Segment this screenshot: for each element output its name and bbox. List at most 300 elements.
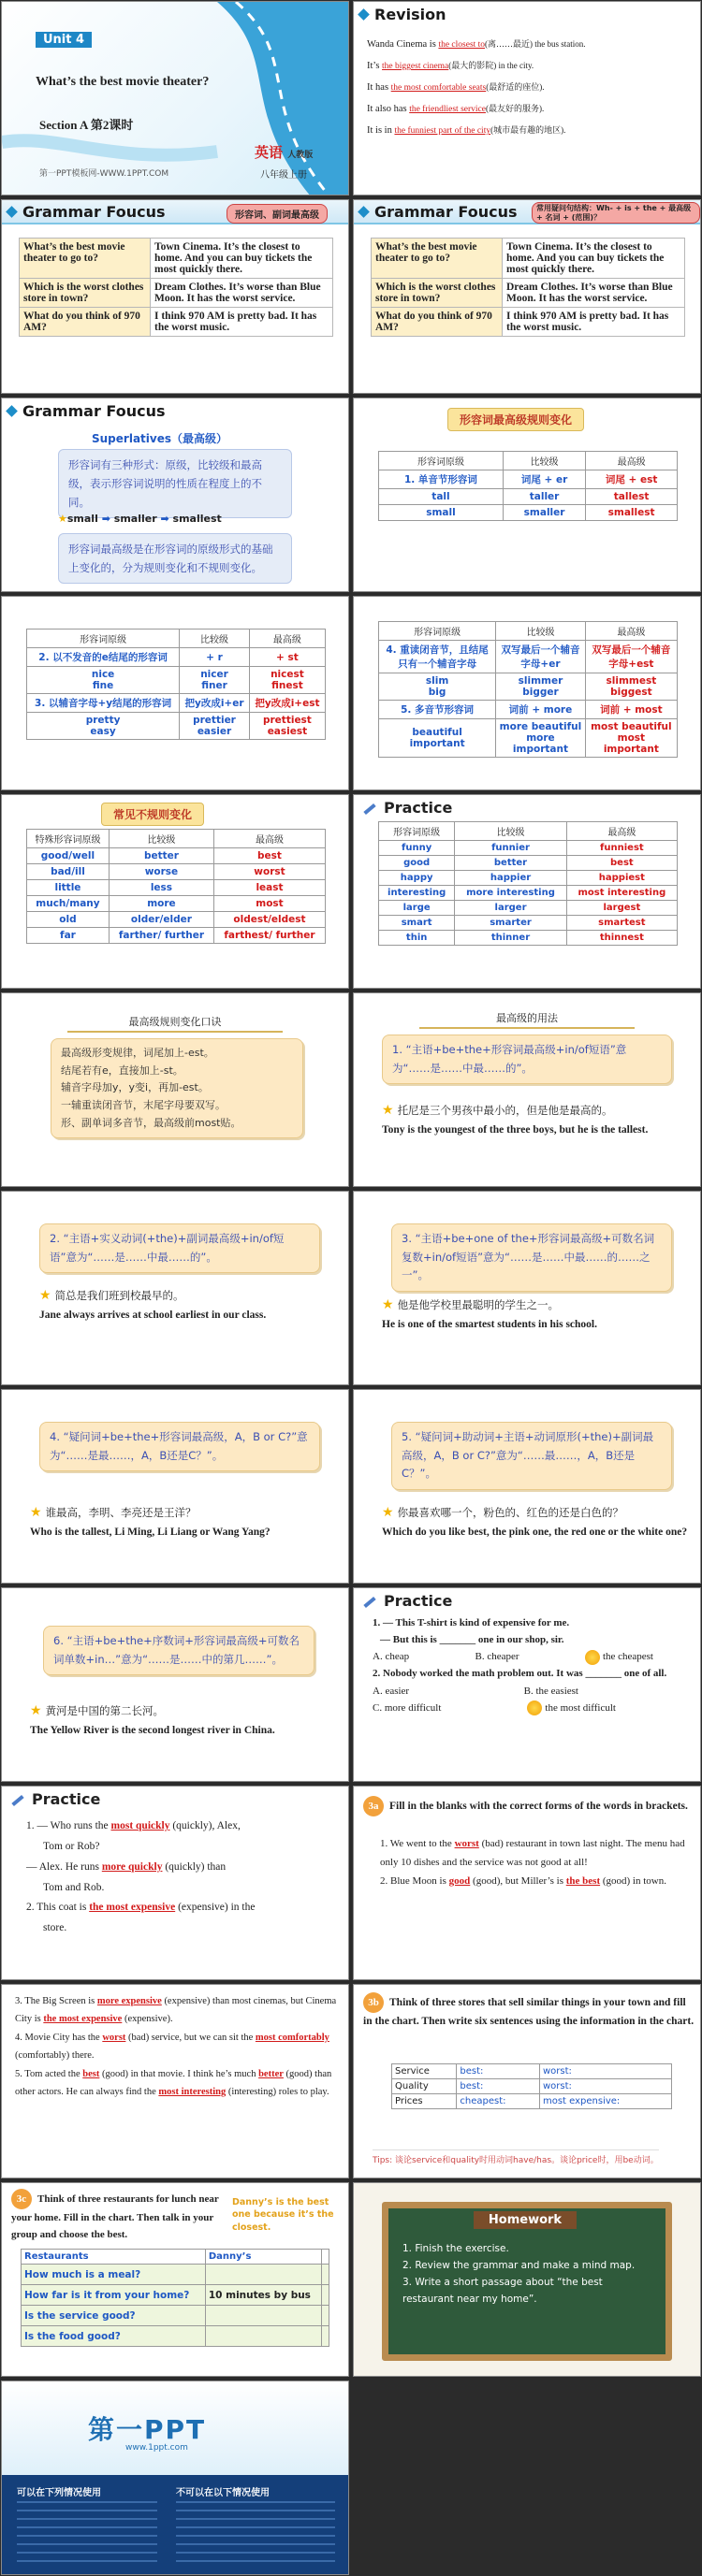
table-row <box>379 489 678 505</box>
option-d[interactable]: the most difficult <box>527 1700 616 1716</box>
table-row <box>22 2265 329 2285</box>
star-icon: ★ <box>39 1289 51 1303</box>
table-cell: funnier <box>455 841 566 856</box>
table-cell: much/many <box>27 896 110 912</box>
homework-item: 3. Write a short passage about “the best restaurant near my home”. <box>402 2276 603 2305</box>
diamond-icon <box>6 405 18 417</box>
practice-title: Practice <box>363 799 452 817</box>
answer-cell: Dream Clothes. It’s worse than Blue Moon. It has the worst service. <box>151 279 333 308</box>
table-cell: old <box>27 912 110 928</box>
ex3c-instruction: 3c Think of three restaurants for lunch near your home. Fill in the chart. Then talk in your group and choose the best. <box>11 2189 236 2243</box>
practice-lines <box>26 1816 344 1939</box>
practice-questions <box>373 1614 691 1716</box>
table-row <box>22 2285 329 2306</box>
revision-answer[interactable]: the closest to <box>438 40 486 50</box>
question-2-options-2 <box>373 1700 616 1716</box>
table-cell: far <box>27 928 110 944</box>
degree-chain: ★small ➡ smaller ➡ smallest <box>58 513 222 525</box>
table-cell: large <box>379 901 455 916</box>
rules-title: 形容词最高级规则变化 <box>447 408 584 431</box>
table-cell: Service <box>392 2064 457 2079</box>
table-header-row <box>27 830 326 848</box>
irregular-title: 常见不规则变化 <box>101 803 204 826</box>
question-cell: What do you think of 970 AM? <box>20 308 151 337</box>
star-icon: ★ <box>382 1506 394 1520</box>
revision-title: Revision <box>374 5 446 23</box>
table-cell[interactable] <box>322 2326 329 2347</box>
column-header: 比较级 <box>496 622 586 641</box>
revision-answer[interactable]: the funniest part of the city <box>394 126 491 137</box>
table-cell: small <box>379 505 504 521</box>
answer-cell: I think 970 AM is pretty bad. It has the worst music. <box>503 308 685 337</box>
table-cell: smartest <box>566 916 677 931</box>
change-note: 形容词最高级是在形容词的原级形式的基础上变化的，分为规则变化和不规则变化。 <box>58 533 292 584</box>
question-1-line2: — But this is _______ one in our shop, sir. <box>380 1634 564 1646</box>
answer[interactable]: worst <box>454 1838 479 1849</box>
table-cell[interactable] <box>205 2326 322 2347</box>
revision-answer[interactable]: the most comfortable seats <box>390 83 487 94</box>
usage-example <box>30 1502 339 1541</box>
diamond-icon <box>6 206 18 218</box>
footer-info <box>2 2475 349 2575</box>
usage-rule: 3. “主语+be+one of the+形容词最高级+可数名词复数+in/of短语”意为“……是……中最……的……之一”。 <box>391 1223 672 1292</box>
slide-usage-3[interactable] <box>353 1191 701 1385</box>
practice-line <box>26 1858 344 1878</box>
grammar-title: Grammar Foucus <box>374 202 518 221</box>
table-cell[interactable]: cheapest: <box>457 2094 540 2109</box>
column-header: 最高级 <box>249 630 325 648</box>
usage-example <box>382 1502 691 1541</box>
table-cell[interactable] <box>322 2285 329 2306</box>
question-cell: What’s the best movie theater to go to? <box>372 239 503 279</box>
line-text: 2. This coat is <box>26 1902 90 1914</box>
grammar-table <box>19 238 333 337</box>
answer[interactable]: the most expensive <box>43 2014 123 2025</box>
sun-icon <box>585 1650 600 1665</box>
usage-title: 最高级的用法 <box>419 1010 635 1029</box>
example-cn: 他是他学校里最聪明的学生之一。 <box>397 1300 560 1311</box>
table-cell[interactable]: best: <box>457 2079 540 2094</box>
table-cell: taller <box>503 489 585 505</box>
rules-table <box>378 451 678 521</box>
practice-line <box>26 1918 344 1939</box>
example-en: Tony is the youngest of the three boys, but he is the tallest. <box>382 1124 649 1136</box>
line-text: (quickly) than <box>162 1860 227 1873</box>
table-cell: 把y改成i+er <box>180 694 250 713</box>
homework-item: 1. Finish the exercise. <box>402 2243 509 2254</box>
line-text: — Alex. He runs <box>26 1860 102 1873</box>
ex3a-items-2: 3. The Big Screen is more expensive (expensive) than most cinemas, but Cinema City is the most expensive (expensive). 4. Movie City has the worst (bad) service, but we can sit the most comfortably (comfortably) there. 5. Tom acted the best (good) in that movie. I think he’s much better (good) than other actors. He can always find the most interesting (interesting) roles to play. <box>15 1996 337 2098</box>
table-row <box>379 916 678 931</box>
table-cell[interactable]: best: <box>457 2064 540 2079</box>
table-row <box>27 880 326 896</box>
rules-table <box>378 621 678 758</box>
answer[interactable]: most quickly <box>110 1820 170 1831</box>
footer-left-list <box>17 2501 157 2567</box>
table-cell[interactable] <box>322 2306 329 2326</box>
table-row <box>20 239 333 279</box>
usage-example <box>30 1700 339 1740</box>
answer-cell: Dream Clothes. It’s worse than Blue Moon. It has the worst service. <box>503 279 685 308</box>
answer-cell: I think 970 AM is pretty bad. It has the worst music. <box>151 308 333 337</box>
table-cell: least <box>213 880 325 896</box>
table-cell: more beautiful more important <box>496 719 586 758</box>
revision-lines <box>367 34 695 141</box>
table-header-row <box>379 452 678 470</box>
table-row <box>379 470 678 489</box>
table-cell: best <box>566 856 677 871</box>
option-a[interactable]: A. cheap <box>373 1651 410 1663</box>
table-row <box>27 667 326 694</box>
table-cell: best <box>213 848 325 864</box>
table-cell: Prices <box>392 2094 457 2109</box>
column-header: 最高级 <box>566 822 677 841</box>
slide-3c[interactable] <box>1 2182 349 2377</box>
table-cell: most interesting <box>566 886 677 901</box>
mnemonic-line: 辅音字母加y，y变i，再加-est。 <box>61 1081 209 1094</box>
table-cell[interactable] <box>322 2265 329 2285</box>
arrow-icon: ➡ <box>101 513 110 525</box>
table-cell: + r <box>180 648 250 667</box>
footer-logo: 第一PPT <box>88 2414 207 2445</box>
usage-rule: 5. “疑问词+助动词+主语+动词原形(+the)+副词最高级，A，B or C?”意为“……最……，A，B还是C？”。 <box>391 1422 672 1490</box>
ex3a-instruction: 3a Fill in the blanks with the correct forms of the words in brackets. <box>363 1796 691 1816</box>
table-row <box>379 701 678 719</box>
footer-right-title: 不可以在以下情况使用 <box>176 2488 270 2498</box>
usage-rule: 4. “疑问词+be+the+形容词最高级，A，B or C?”意为“……是最……，A，B还是C？”。 <box>39 1422 320 1471</box>
badge-icon: 3c <box>11 2189 32 2209</box>
cover-section: Section A 第2课时 <box>39 118 134 132</box>
table-cell: little <box>27 880 110 896</box>
column-header: 形容词原级 <box>27 630 180 648</box>
table-cell: nice fine <box>27 667 180 694</box>
table-cell: How far is it from your home? <box>22 2285 206 2306</box>
slide-grammar-2[interactable] <box>353 199 701 394</box>
table-row <box>27 648 326 667</box>
arrow-icon: ➡ <box>160 513 169 525</box>
badge-icon: 3a <box>363 1796 384 1816</box>
mnemonic-line: 一辅重读闭音节，末尾字母要双写。 <box>61 1099 226 1112</box>
slide-usage-1[interactable] <box>353 992 701 1187</box>
table-row <box>392 2079 672 2094</box>
table-cell: prettier easier <box>180 713 250 740</box>
ex3c-table <box>21 2249 329 2347</box>
table-row <box>379 931 678 946</box>
column-header: 形容词原级 <box>379 622 496 641</box>
revision-answer[interactable]: the biggest cinema <box>382 62 449 72</box>
table-cell: good <box>379 856 455 871</box>
table-cell: nicest finest <box>249 667 325 694</box>
slide-usage-5[interactable] <box>353 1389 701 1584</box>
answer[interactable]: good <box>448 1874 471 1887</box>
revision-answer[interactable]: the friendliest service <box>409 105 486 115</box>
slide-revision[interactable] <box>353 1 701 195</box>
column-header: 最高级 <box>213 830 325 848</box>
question-2-options <box>373 1683 578 1700</box>
option-b[interactable]: B. cheaper <box>475 1651 519 1663</box>
cover-site: 第一PPT模板网-WWW.1PPT.COM <box>39 169 169 179</box>
grammar-title: Grammar Foucus <box>22 401 166 420</box>
answer-cell: Town Cinema. It’s the closest to home. And you can buy tickets the most quickly there. <box>503 239 685 279</box>
slide-usage-2[interactable] <box>1 1191 349 1385</box>
table-cell: pretty easy <box>27 713 180 740</box>
homework-title: Homework <box>474 2211 577 2229</box>
slide-superlatives[interactable] <box>1 398 349 592</box>
answer[interactable]: worst <box>102 2032 126 2043</box>
table-cell: Quality <box>392 2079 457 2094</box>
usage-example <box>382 1100 681 1139</box>
mnemonic-line: 结尾若有e，直接加上-st。 <box>61 1064 183 1077</box>
column-header: 比较级 <box>180 630 250 648</box>
revision-prefix: It’s <box>367 61 383 72</box>
table-cell[interactable]: most expensive: <box>539 2094 671 2109</box>
table-row <box>22 2326 329 2347</box>
unit-badge: Unit 4 <box>36 32 92 48</box>
example-cn: 简总是我们班到校最早的。 <box>54 1291 184 1302</box>
line-text: Tom or Rob? <box>43 1840 100 1852</box>
slide-cover[interactable] <box>1 1 349 195</box>
revision-gloss: (离……最近) the bus station. <box>485 39 586 49</box>
grammar-table <box>371 238 685 337</box>
example-en: The Yellow River is the second longest river in China. <box>30 1725 275 1737</box>
mnemonic-line: 最高级形变规律，词尾加上-est。 <box>61 1047 214 1059</box>
slide-3a-2[interactable] <box>1 1984 349 2178</box>
example-en: Which do you like best, the pink one, the red one or the white one? <box>382 1527 688 1539</box>
question-1: 1. — This T-shirt is kind of expensive for me. <box>373 1617 570 1628</box>
rules-table <box>26 629 326 740</box>
column-header: 比较级 <box>503 452 585 470</box>
grammar-header <box>2 398 348 423</box>
table-row <box>20 308 333 337</box>
slide-rules-3[interactable] <box>353 596 701 790</box>
table-row <box>20 279 333 308</box>
table-cell[interactable]: 10 minutes by bus <box>205 2285 322 2306</box>
table-cell: tall <box>379 489 504 505</box>
table-cell: tallest <box>586 489 678 505</box>
table-cell: 词前 + more <box>496 701 586 719</box>
empty-slot <box>353 2381 701 2575</box>
line-text: (quickly), Alex, <box>169 1820 241 1831</box>
revision-prefix: Wanda Cinema is <box>367 39 439 50</box>
option-a[interactable]: A. easier <box>373 1685 410 1697</box>
star-icon: ★ <box>30 1506 42 1520</box>
table-row <box>379 841 678 856</box>
slide-homework[interactable] <box>353 2182 701 2377</box>
practice-line <box>26 1816 344 1837</box>
table-cell: 双写最后一个辅音字母+er <box>496 641 586 673</box>
table-cell: oldest/eldest <box>213 912 325 928</box>
column-header: 最高级 <box>585 622 677 641</box>
table-cell[interactable]: worst: <box>539 2079 671 2094</box>
revision-prefix: It is in <box>367 125 395 137</box>
table-cell: farthest/ further <box>213 928 325 944</box>
table-cell: 双写最后一个辅音字母+est <box>585 641 677 673</box>
revision-gloss: (最大的影院) in the city. <box>448 61 534 71</box>
superlatives-subtitle: Superlatives（最高级） <box>92 432 227 445</box>
table-cell: smarter <box>455 916 566 931</box>
ex3b-instruction: 3b Think of three stores that sell similar things in your town and fill in the chart. Then write six sentences using the information in the chart. <box>363 1992 695 2031</box>
example-cn: 托尼是三个男孩中最小的，但是他是最高的。 <box>397 1106 613 1117</box>
ex3c-side-note: Danny’s is the best one because it’s the closest. <box>232 2197 334 2233</box>
table-cell: larger <box>455 901 566 916</box>
revision-header <box>354 2 700 26</box>
table-header-row <box>22 2250 329 2265</box>
line-text: (expensive) in the <box>175 1902 256 1914</box>
grammar-title: Grammar Foucus <box>22 202 166 221</box>
mnemonic-title: 最高级规则变化口诀 <box>67 1014 283 1033</box>
usage-example <box>39 1285 339 1324</box>
footer-left-title: 可以在下列情况使用 <box>17 2488 101 2498</box>
table-row <box>27 864 326 880</box>
table-cell: better <box>455 856 566 871</box>
table-cell: beautiful important <box>379 719 496 758</box>
table-cell[interactable] <box>205 2306 322 2326</box>
slide-irregular[interactable] <box>1 794 349 989</box>
revision-line <box>367 77 695 98</box>
table-row <box>27 694 326 713</box>
question-cell: Which is the worst clothes store in town? <box>372 279 503 308</box>
usage-rule: 1. “主语+be+the+形容词最高级+in/of短语”意为“……是……中最……的”。 <box>382 1035 672 1084</box>
answer[interactable]: the most expensive <box>89 1902 176 1914</box>
table-cell: interesting <box>379 886 455 901</box>
table-cell: slimmer bigger <box>496 673 586 701</box>
ex3b-table <box>391 2063 672 2109</box>
cover-subject: 英语 人教版 <box>255 144 314 161</box>
practice-table <box>378 821 678 946</box>
star-icon: ★ <box>58 513 67 525</box>
answer[interactable]: better <box>258 2068 284 2079</box>
table-cell: prettiest easiest <box>249 713 325 740</box>
table-cell[interactable]: worst: <box>539 2064 671 2079</box>
table-cell: + st <box>249 648 325 667</box>
slide-footer[interactable] <box>1 2381 349 2575</box>
ex3a-items: 1. We went to the worst (bad) restaurant in town last night. The menu had only 10 dishes and the service was not good at all! 2. Blue Moon is good (good), but Miller’s is the best (good) in town. <box>380 1838 685 1887</box>
table-header-row <box>379 822 678 841</box>
column-header: Restaurants <box>22 2250 206 2265</box>
table-cell: bad/ill <box>27 864 110 880</box>
practice-line <box>26 1837 344 1858</box>
table-cell: 5. 多音节形容词 <box>379 701 496 719</box>
irregular-table <box>26 829 326 944</box>
table-cell: slimmest biggest <box>585 673 677 701</box>
answer[interactable]: most interesting <box>158 2087 227 2098</box>
table-row <box>379 641 678 673</box>
table-cell: 词尾 + er <box>503 470 585 489</box>
answer[interactable]: more quickly <box>101 1860 163 1873</box>
table-row <box>379 886 678 901</box>
table-row <box>27 713 326 740</box>
table-cell: smallest <box>586 505 678 521</box>
question-2: 2. Nobody worked the math problem out. It was _______ one of all. <box>373 1668 667 1680</box>
table-row <box>372 308 685 337</box>
column-header: 比较级 <box>109 830 213 848</box>
example-en: Who is the tallest, Li Ming, Li Liang or Wang Yang? <box>30 1527 271 1539</box>
table-cell: 词尾 + est <box>586 470 678 489</box>
question-cell: What do you think of 970 AM? <box>372 308 503 337</box>
option-b[interactable]: B. the easiest <box>523 1685 578 1697</box>
answer[interactable]: the best <box>565 1874 601 1887</box>
slide-mnemonic[interactable] <box>1 992 349 1187</box>
table-cell: nicer finer <box>180 667 250 694</box>
answer[interactable]: best <box>82 2068 100 2079</box>
slide-grammar-1[interactable] <box>1 199 349 394</box>
option-c[interactable]: the cheapest <box>585 1648 653 1665</box>
practice-line <box>26 1898 344 1918</box>
answer[interactable]: most comfortably <box>255 2032 329 2043</box>
table-cell: smaller <box>503 505 585 521</box>
slide-3a[interactable] <box>353 1786 701 1980</box>
slide-usage-4[interactable] <box>1 1389 349 1584</box>
table-cell: funny <box>379 841 455 856</box>
table-cell[interactable] <box>205 2265 322 2285</box>
slide-usage-6[interactable] <box>1 1587 349 1782</box>
line-text: 1. — Who runs the <box>26 1820 111 1831</box>
slide-rules-2[interactable] <box>1 596 349 790</box>
answer[interactable]: more expensive <box>96 1996 162 2006</box>
sun-icon <box>527 1700 542 1715</box>
revision-gloss: (城市最有趣的地区). <box>490 125 566 136</box>
example-cn: 谁最高，李明、李亮还是王洋？ <box>45 1508 197 1519</box>
answer-cell: Town Cinema. It’s the closest to home. And you can buy tickets the most quickly there. <box>151 239 333 279</box>
usage-example <box>382 1295 681 1334</box>
table-cell: Is the food good? <box>22 2326 206 2347</box>
star-icon: ★ <box>382 1298 394 1312</box>
practice-line <box>26 1878 344 1899</box>
table-cell: slim big <box>379 673 496 701</box>
revision-line <box>367 55 695 77</box>
table-cell: 1. 单音节形容词 <box>379 470 504 489</box>
option-c[interactable]: C. more difficult <box>373 1701 442 1714</box>
question-1-options <box>373 1648 653 1665</box>
table-cell: 词前 + most <box>585 701 677 719</box>
slide-rules-1[interactable] <box>353 398 701 592</box>
table-cell: thinner <box>455 931 566 946</box>
example-en: Jane always arrives at school earliest in our class. <box>39 1310 267 1322</box>
table-cell: How much is a meal? <box>22 2265 206 2285</box>
table-row <box>379 856 678 871</box>
homework-item: 2. Review the grammar and make a mind map. <box>402 2259 636 2271</box>
mnemonic-line: 形、副单词多音节，最高级前most贴。 <box>61 1116 241 1129</box>
table-cell: more <box>109 896 213 912</box>
revision-line <box>367 98 695 120</box>
slide-3b[interactable] <box>353 1984 701 2178</box>
table-cell: 2. 以不发音的e结尾的形容词 <box>27 648 180 667</box>
table-header-row <box>27 630 326 648</box>
diamond-icon <box>358 206 370 218</box>
slide-practice-3[interactable] <box>1 1786 349 1980</box>
question-cell: What’s the best movie theater to go to? <box>20 239 151 279</box>
table-row <box>379 871 678 886</box>
pencil-icon <box>363 1596 375 1607</box>
table-row <box>379 901 678 916</box>
revision-gloss: (最友好的服务). <box>485 104 545 114</box>
table-cell: better <box>109 848 213 864</box>
cover-grade: 八年级上册 <box>260 170 307 181</box>
pencil-icon <box>11 1794 23 1805</box>
slide-practice-1[interactable] <box>353 794 701 989</box>
table-cell: happy <box>379 871 455 886</box>
footer-site: www.1ppt.com <box>125 2443 188 2453</box>
table-cell: older/elder <box>109 912 213 928</box>
table-cell: 3. 以辅音字母+y结尾的形容词 <box>27 694 180 713</box>
revision-line <box>367 34 695 55</box>
table-row <box>22 2306 329 2326</box>
example-en: He is one of the smartest students in his school. <box>382 1319 598 1331</box>
table-row <box>392 2064 672 2079</box>
table-cell: happier <box>455 871 566 886</box>
slide-practice-2[interactable] <box>353 1587 701 1782</box>
table-cell: Is the service good? <box>22 2306 206 2326</box>
